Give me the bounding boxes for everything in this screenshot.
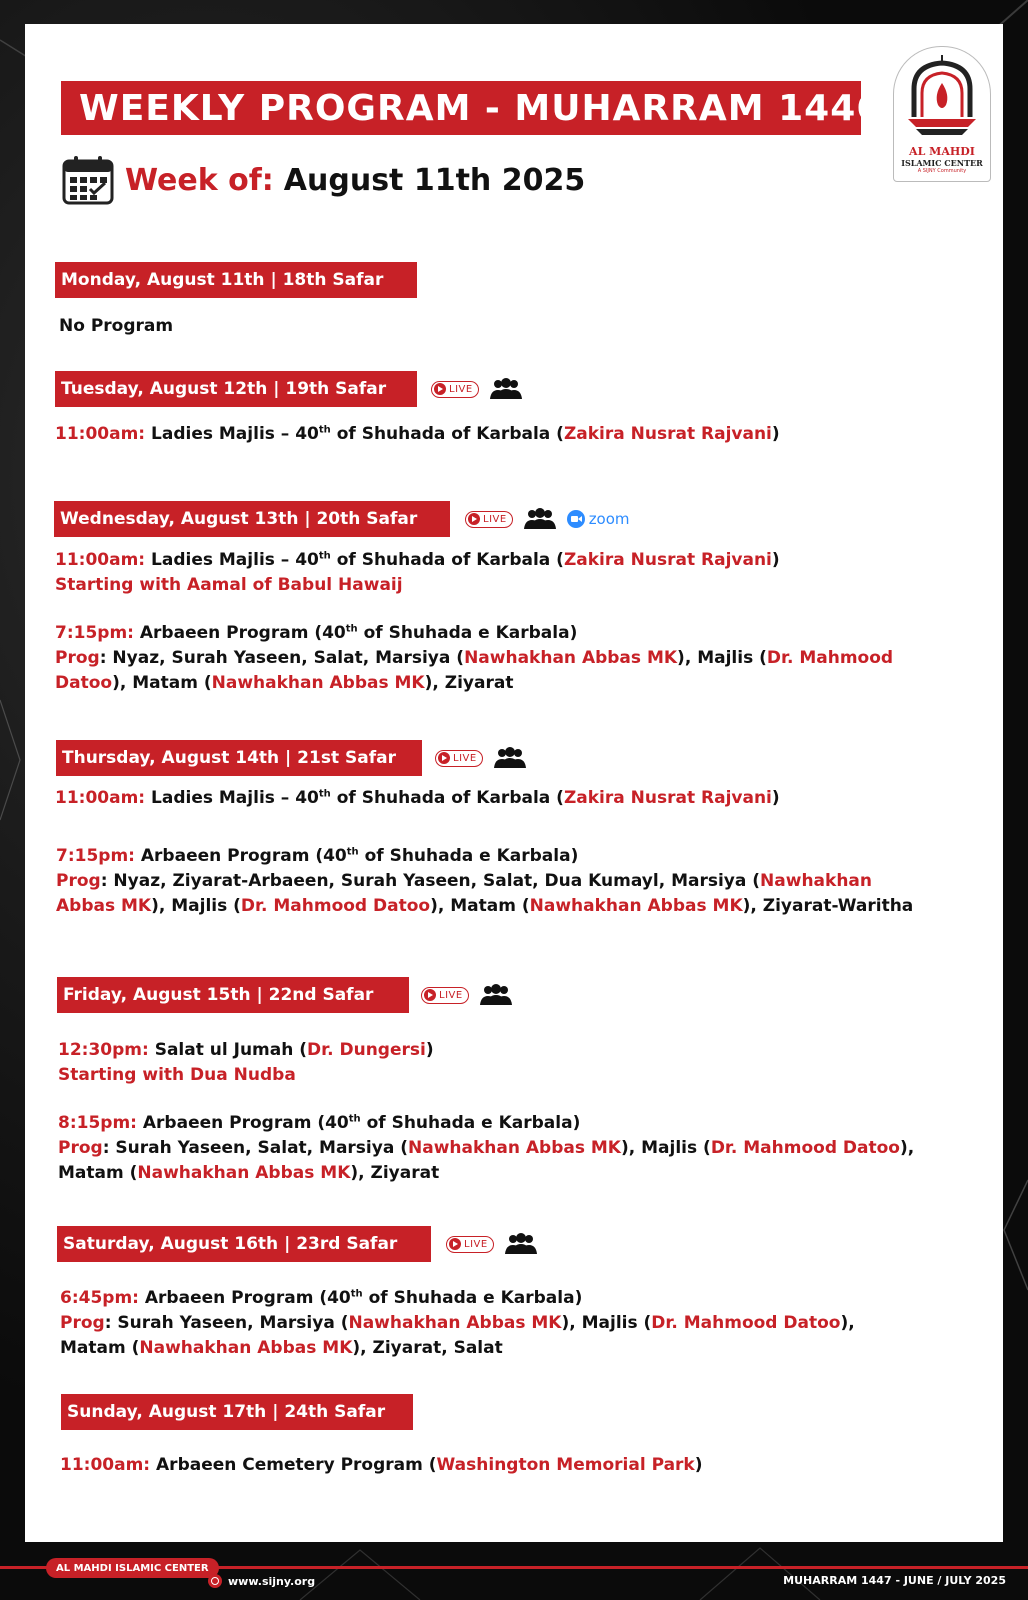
in-person-icon [523,507,557,531]
in-person-icon [479,983,513,1007]
day-heading-label: Thursday, August 14th | 21st Safar [62,748,396,768]
play-icon [424,989,436,1001]
play-icon [434,383,446,395]
logo-tagline: A SIJNY Community [917,168,967,174]
in-person-icon [504,1232,538,1256]
live-stream-badge: LIVE [435,750,483,767]
day-heading-label: Saturday, August 16th | 23rd Safar [63,1234,398,1254]
program-details: Matam (Nawhakhan Abbas MK), Ziyarat, Salat [60,1338,503,1358]
badge-group [465,501,630,537]
program-line: 11:00am: Ladies Majlis – 40th of Shuhada of Karbala (Zakira Nusrat Rajvani) [55,788,780,808]
program-details: Prog: Nyaz, Surah Yaseen, Salat, Marsiya (Nawhakhan Abbas MK), Majlis (Dr. Mahmood [55,648,894,668]
program-line: 8:15pm: Arbaeen Program (40th of Shuhada e Karbala) [58,1113,581,1133]
week-date: August 11th 2025 [283,162,586,198]
page-title: WEEKLY PROGRAM - MUHARRAM 1446 [79,87,883,129]
program-line: No Program [59,316,174,336]
play-icon [449,1238,461,1250]
day-heading-label: Sunday, August 17th | 24th Safar [67,1402,386,1422]
zoom-badge: zoom [567,510,630,528]
program-line: 11:00am: Ladies Majlis – 40th of Shuhada of Karbala (Zakira Nusrat Rajvani) [55,550,780,570]
program-details: Prog: Surah Yaseen, Marsiya (Nawhakhan Abbas MK), Majlis (Dr. Mahmood Datoo), [60,1313,855,1333]
program-details: Prog: Nyaz, Ziyarat-Arbaeen, Surah Yaseen, Salat, Dua Kumayl, Marsiya (Nawhakhan [56,871,873,891]
badge-group [435,740,537,776]
footer-season: MUHARRAM 1447 - JUNE / JULY 2025 [783,1574,1006,1587]
program-note: Starting with Aamal of Babul Hawaij [55,575,403,595]
zoom-icon [567,510,585,528]
play-icon [468,513,480,525]
program-line: 6:45pm: Arbaeen Program (40th of Shuhada e Karbala) [60,1288,583,1308]
footer-org-badge: AL MAHDI ISLAMIC CENTER [46,1558,219,1578]
day-heading-label: Wednesday, August 13th | 20th Safar [60,509,418,529]
footer-website[interactable] [208,1574,315,1588]
program-sheet [25,24,1003,1542]
play-icon [438,752,450,764]
live-stream-badge: LIVE [446,1236,494,1253]
day-heading-monday [55,262,417,298]
mosque-logo-icon [894,47,990,145]
program-line: 7:15pm: Arbaeen Program (40th of Shuhada e Karbala) [55,623,578,643]
badge-group [421,977,523,1013]
day-heading-label: Friday, August 15th | 22nd Safar [63,985,374,1005]
live-stream-badge: LIVE [465,511,513,528]
day-heading-friday [57,977,409,1013]
program-details: Prog: Surah Yaseen, Salat, Marsiya (Nawhakhan Abbas MK), Majlis (Dr. Mahmood Datoo), [58,1138,915,1158]
calendar-icon [61,154,115,206]
live-stream-badge: LIVE [421,987,469,1004]
program-line: 11:00am: Arbaeen Cemetery Program (Washington Memorial Park) [60,1455,703,1475]
title-banner [61,81,883,135]
day-heading-thursday [56,740,422,776]
week-label: Week of: [125,162,274,198]
badge-group [431,371,533,407]
day-heading-sunday [61,1394,413,1430]
in-person-icon [489,377,523,401]
program-line: 7:15pm: Arbaeen Program (40th of Shuhada e Karbala) [56,846,579,866]
day-heading-tuesday [55,371,417,407]
program-details: Datoo), Matam (Nawhakhan Abbas MK), Ziyarat [55,673,514,693]
program-note: Starting with Dua Nudba [58,1065,296,1085]
program-details: Matam (Nawhakhan Abbas MK), Ziyarat [58,1163,440,1183]
live-stream-badge: LIVE [431,381,479,398]
logo-name-line2: ISLAMIC CENTER [901,158,983,168]
globe-icon [208,1574,222,1588]
badge-group [446,1226,548,1262]
website-link[interactable]: www.sijny.org [228,1574,316,1588]
day-heading-label: Monday, August 11th | 18th Safar [61,270,384,290]
center-logo [893,46,991,182]
day-heading-wednesday [54,501,450,537]
logo-name-line1: AL MAHDI [909,145,975,158]
day-heading-saturday [57,1226,431,1262]
program-line: 11:00am: Ladies Majlis – 40th of Shuhada of Karbala (Zakira Nusrat Rajvani) [55,424,780,444]
day-heading-label: Tuesday, August 12th | 19th Safar [61,379,387,399]
program-details: Abbas MK), Majlis (Dr. Mahmood Datoo), Matam (Nawhakhan Abbas MK), Ziyarat-Waritha [56,896,914,916]
in-person-icon [493,746,527,770]
week-of-row [61,154,585,206]
program-line: 12:30pm: Salat ul Jumah (Dr. Dungersi) [58,1040,434,1060]
